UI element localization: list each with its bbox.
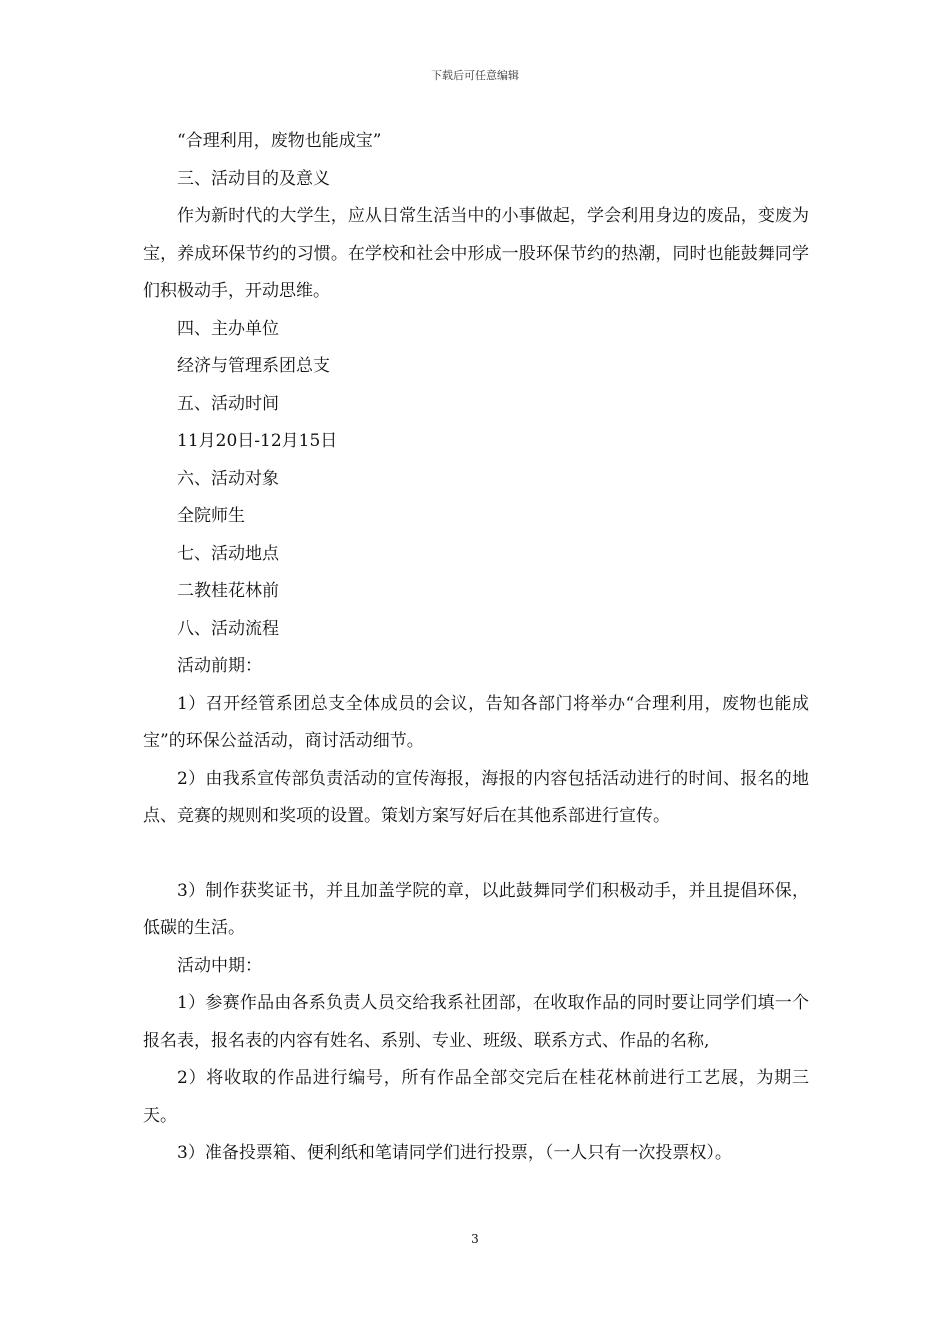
section-heading-8: 八、活动流程 [177,618,279,639]
blank-line [143,836,809,873]
list-item: 1）参赛作品由各系负责人员交给我系社团部，在收取作品的同时要让同学们填一个报名表，报名表的内容有姓名、系别、专业、班级、联系方式、作品的名称, [143,993,809,1051]
section-heading-7: 七、活动地点 [177,543,279,564]
page-number: 3 [471,1232,479,1246]
phase-heading-early: 活动前期： [177,656,262,676]
phase-heading-middle: 活动中期： [177,955,262,976]
section-heading-5: 五、活动时间 [177,393,279,414]
list-item: 3）准备投票箱、便利纸和笔请同学们进行投票，（一人只有一次投票权）。 [177,1143,732,1163]
document-body [143,123,809,1173]
quote-title: “合理利用，废物也能成宝” [177,131,382,151]
paragraph-purpose: 作为新时代的大学生，应从日常生活当中的小事做起，学会利用身边的废品，变废为宝，养成环保节约的习惯。在学校和社会中形成一股环保节约的热潮，同时也能鼓舞同学们积极动手，开动思维。 [143,206,809,301]
section-heading-6: 六、活动对象 [177,468,279,489]
section-heading-4: 四、主办单位 [177,318,279,339]
paragraph-time: 11月20日-12月15日 [177,431,338,451]
paragraph-organizer: 经济与管理系团总支 [177,356,330,376]
list-item: 2）将收取的作品进行编号，所有作品全部交完后在桂花林前进行工艺展，为期三天。 [143,1068,809,1126]
page-header: 下载后可任意编辑 [431,69,519,82]
list-item: 1）召开经管系团总支全体成员的会议，告知各部门将举办“合理利用，废物也能成宝”的环保公益活动，商讨活动细节。 [143,693,809,751]
list-item: 2）由我系宣传部负责活动的宣传海报，海报的内容包括活动进行的时间、报名的地点、竞赛的规则和奖项的设置。策划方案写好后在其他系部进行宣传。 [143,768,809,826]
paragraph-audience: 全院师生 [177,506,245,526]
paragraph-location: 二教桂花林前 [177,581,279,601]
list-item: 3）制作获奖证书，并且加盖学院的章，以此鼓舞同学们积极动手，并且提倡环保，低碳的生活。 [143,880,809,938]
section-heading-3: 三、活动目的及意义 [177,168,330,189]
